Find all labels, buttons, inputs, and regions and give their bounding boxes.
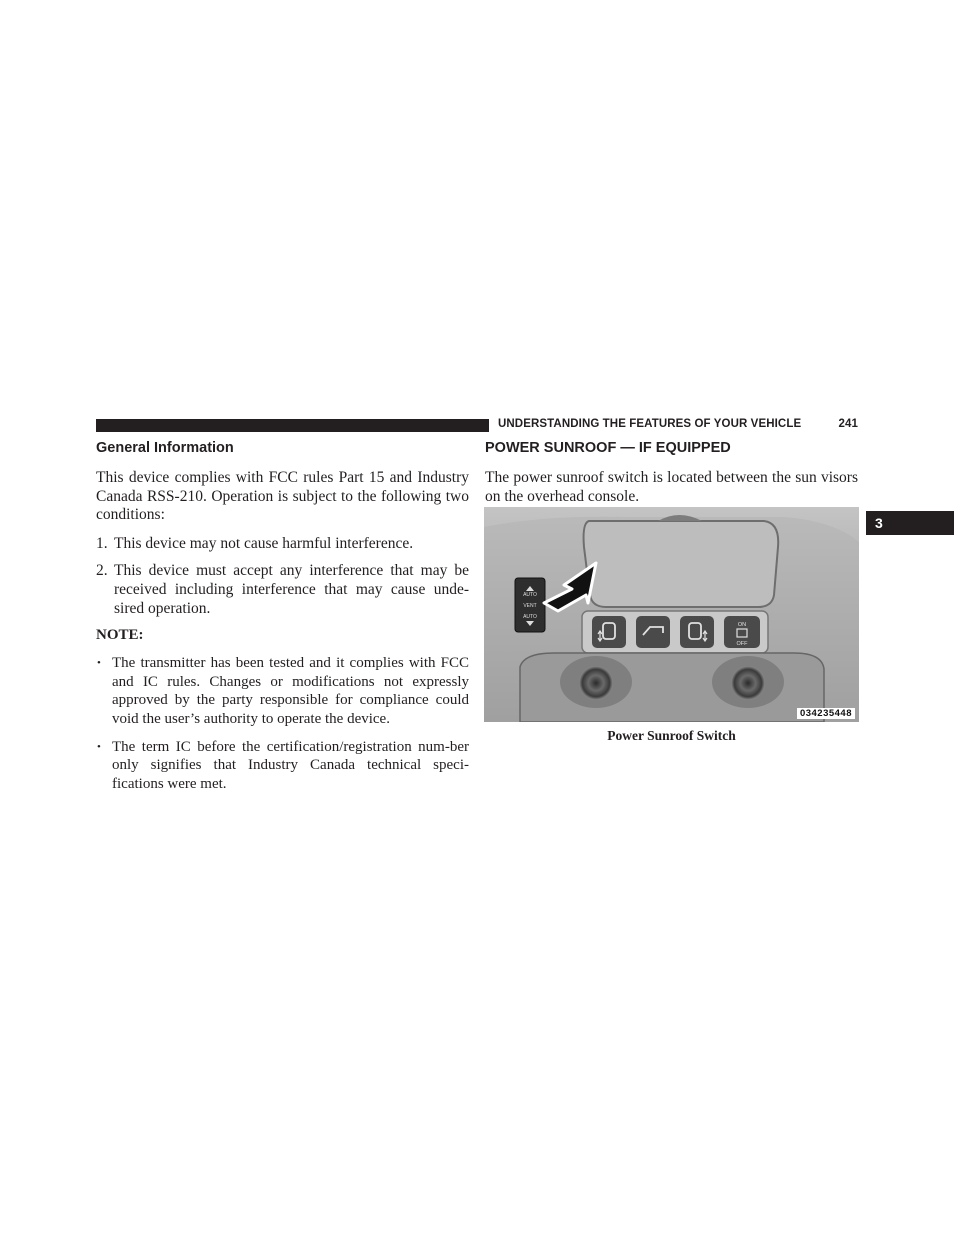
sunroof-intro-paragraph: The power sunroof switch is located between the sun visors on the overhead console. xyxy=(485,469,858,505)
note-text: The term IC before the certification/registration num-ber only signifies that Industry Canada technical speci-fications were met. xyxy=(112,738,469,792)
sunglass-bin xyxy=(584,521,779,607)
door-button-right-icon xyxy=(680,616,714,648)
running-header xyxy=(498,418,858,430)
notes-list xyxy=(96,654,469,793)
condition-item xyxy=(96,562,469,618)
figure-caption: Power Sunroof Switch xyxy=(607,728,736,743)
note-item xyxy=(96,738,469,794)
switch-vent-label: VENT xyxy=(523,603,537,609)
right-column xyxy=(485,437,858,506)
switch-auto-close-label: AUTO xyxy=(523,614,537,620)
condition-number: 1. xyxy=(96,534,108,552)
bullet-icon: • xyxy=(97,740,101,753)
door-button-left-icon xyxy=(592,616,626,648)
condition-item xyxy=(96,535,469,554)
left-speaker-icon xyxy=(579,666,613,700)
note-text: The transmitter has been tested and it complies with FCC and IC rules. Changes or modifications not expressly approved by the party responsible for compliance could void the user’s authority to operate the device. xyxy=(112,655,469,727)
left-column xyxy=(96,437,469,802)
figure-id: 034235448 xyxy=(797,708,855,719)
page-number: 241 xyxy=(838,418,858,430)
condition-text: This device must accept any interference that may be received including interference that may cause unde-sired operation. xyxy=(114,562,469,617)
header-bar xyxy=(96,419,489,432)
section-title: UNDERSTANDING THE FEATURES OF YOUR VEHICLE xyxy=(498,418,802,430)
switch-auto-open-label: AUTO xyxy=(523,592,537,598)
bullet-icon: • xyxy=(97,657,101,670)
conditions-list xyxy=(96,535,469,618)
liftgate-button-icon xyxy=(636,616,670,648)
power-sunroof-switch xyxy=(515,578,545,632)
condition-number: 2. xyxy=(96,562,108,580)
overhead-console-illustration xyxy=(484,507,859,722)
lamp-on-label: ON xyxy=(737,622,747,628)
right-speaker-icon xyxy=(731,666,765,700)
dome-lamp-button-icon xyxy=(724,616,760,648)
lamp-off-label: OFF xyxy=(736,641,748,647)
fcc-intro-paragraph: This device complies with FCC rules Part 15 and Industry Canada RSS-210. Operation is subject to the following two conditions: xyxy=(96,469,469,524)
chapter-tab: 3 xyxy=(866,511,954,535)
note-label: NOTE: xyxy=(96,627,144,644)
general-information-heading: General Information xyxy=(96,440,234,456)
sunroof-switch-figure xyxy=(484,507,859,722)
note-item xyxy=(96,654,469,728)
condition-text: This device may not cause harmful interference. xyxy=(114,534,414,552)
power-sunroof-heading: POWER SUNROOF — IF EQUIPPED xyxy=(485,440,731,456)
